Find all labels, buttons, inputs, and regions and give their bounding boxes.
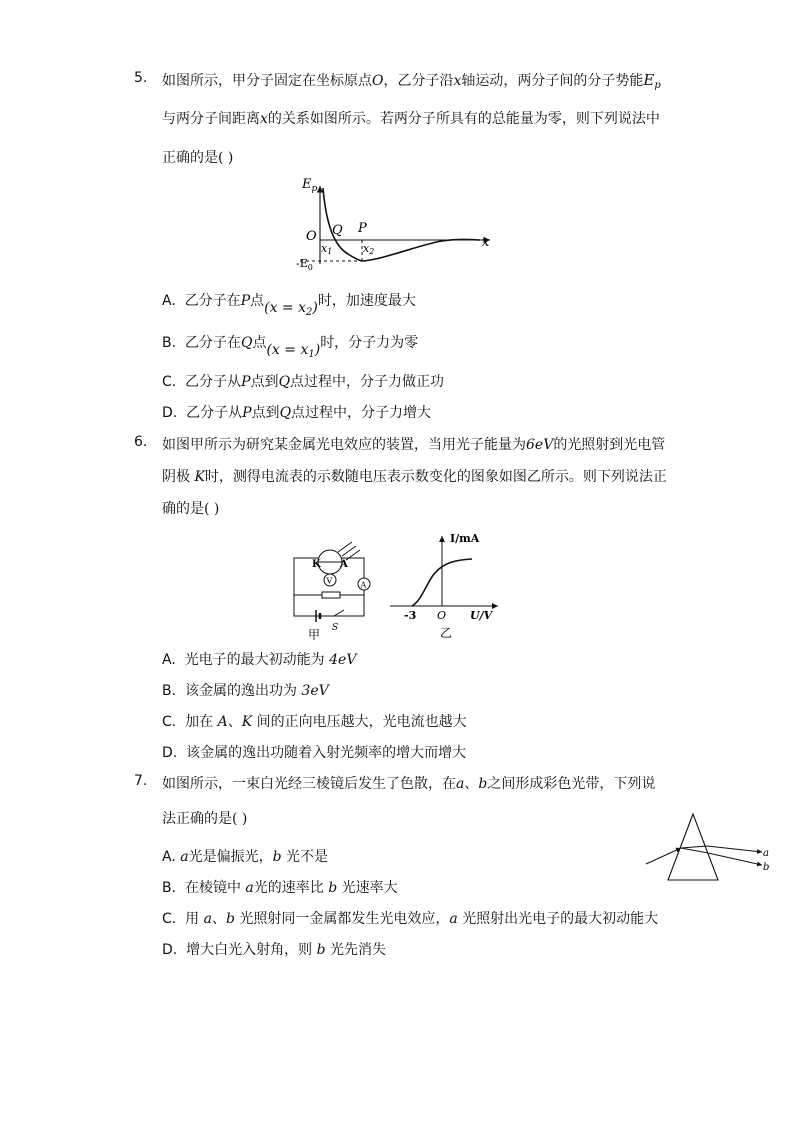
q6-option-c[interactable]: C. 加在 A、K 间的正向电压越大，光电流也越大: [162, 714, 467, 730]
q5-graph-ylabel: $E_p$: [302, 177, 318, 194]
q6-stem-line3: 确的是( ): [162, 501, 220, 517]
q6-graph-xlabel: U/V: [470, 609, 493, 622]
q6-option-d[interactable]: D. 该金属的逸出功随着入射光频率的增大而增大: [162, 745, 467, 761]
q7-option-a[interactable]: A. a光是偏振光，b 光不是: [162, 849, 329, 865]
q5-graph-x1: x1: [321, 242, 333, 256]
q7-option-c[interactable]: C. 用 a、b 光照射同一金属都发生光电效应，a 光照射出光电子的最大初动能大: [162, 911, 659, 927]
q5-graph-xlabel: x: [482, 235, 490, 250]
q7-ray-a: [707, 846, 762, 852]
q7-stem-line2: 法正确的是( ): [162, 811, 248, 827]
q5-option-a[interactable]: A. 乙分子在P点$(x = x_2)$时，加速度最大: [162, 293, 416, 318]
q5-number: 5.: [134, 70, 148, 86]
q6-circuit-caption: 甲: [308, 628, 321, 640]
q6-circuit-diagram: [288, 540, 378, 640]
q7-number: 7.: [134, 773, 148, 789]
q5-option-b[interactable]: B. 乙分子在Q点$(x = x_1)$时，分子力为零: [162, 335, 419, 360]
q5-potential-energy-graph: [292, 174, 502, 274]
q5-graph-x2: x2: [363, 242, 375, 256]
q7-ray-a-label: a: [763, 848, 769, 859]
q6-option-b[interactable]: B. 该金属的逸出功为 3eV: [162, 683, 329, 699]
q5-graph-minus-e0: $-E_0$: [296, 257, 313, 272]
q6-stem-line2: 阴极 K时，测得电流表的示数随电压表示数变化的图象如图乙所示。则下列说法正: [162, 469, 667, 485]
q5-option-d[interactable]: D. 乙分子从P点到Q点过程中，分子力增大: [162, 405, 432, 421]
q6-graph-ylabel: I/mA: [450, 532, 480, 545]
q6-number: 6.: [134, 434, 148, 450]
q7-option-b[interactable]: B. 在棱镜中 a光的速率比 b 光速率大: [162, 880, 398, 896]
q5-curve: [323, 188, 480, 261]
q5-stem-line1: 如图所示，甲分子固定在坐标原点O，乙分子沿x轴运动，两分子间的分子势能$E_p$: [162, 71, 661, 91]
q7-ray-b-label: b: [763, 862, 770, 873]
q5-graph-p: P: [358, 221, 367, 236]
q7-prism-diagram: [644, 808, 774, 886]
switch-icon: [334, 610, 344, 616]
q6-option-a[interactable]: A. 光电子的最大初动能为 4eV: [162, 652, 357, 668]
q7-ray-b: [708, 853, 762, 865]
q5-stem-line3: 正确的是( ): [162, 150, 234, 166]
q7-option-d[interactable]: D. 增大白光入射角，则 b 光先消失: [162, 942, 387, 958]
q7-stem-line1: 如图所示，一束白光经三棱镜后发生了色散，在a、b之间形成彩色光带，下列说: [162, 776, 656, 792]
q6-stem-line1: 如图甲所示为研究某金属光电效应的装置，当用光子能量为6eV的光照射到光电管: [162, 437, 666, 453]
q6-circuit-ammeter: A: [360, 580, 367, 590]
q6-current-voltage-graph: [384, 530, 504, 642]
q5-option-c[interactable]: C. 乙分子从P点到Q点过程中，分子力做正功: [162, 374, 445, 390]
q5-graph-origin: O: [306, 229, 317, 244]
q5-stem-line2: 与两分子间距离x的关系如图所示。若两分子所具有的总能量为零，则下列说法中: [162, 111, 660, 127]
q7-incident-ray: [646, 848, 681, 864]
q5-graph-q: Q: [332, 223, 343, 238]
q6-circuit-switch: S: [332, 623, 339, 633]
q6-circuit-k: K: [312, 559, 321, 570]
q6-circuit-v: V: [326, 576, 333, 586]
q6-graph-neg3: -3: [404, 609, 417, 622]
q6-circuit-a: A: [340, 559, 348, 570]
q6-graph-caption: 乙: [440, 626, 453, 640]
rheostat-icon: [322, 592, 340, 598]
q6-graph-origin: O: [437, 609, 447, 622]
